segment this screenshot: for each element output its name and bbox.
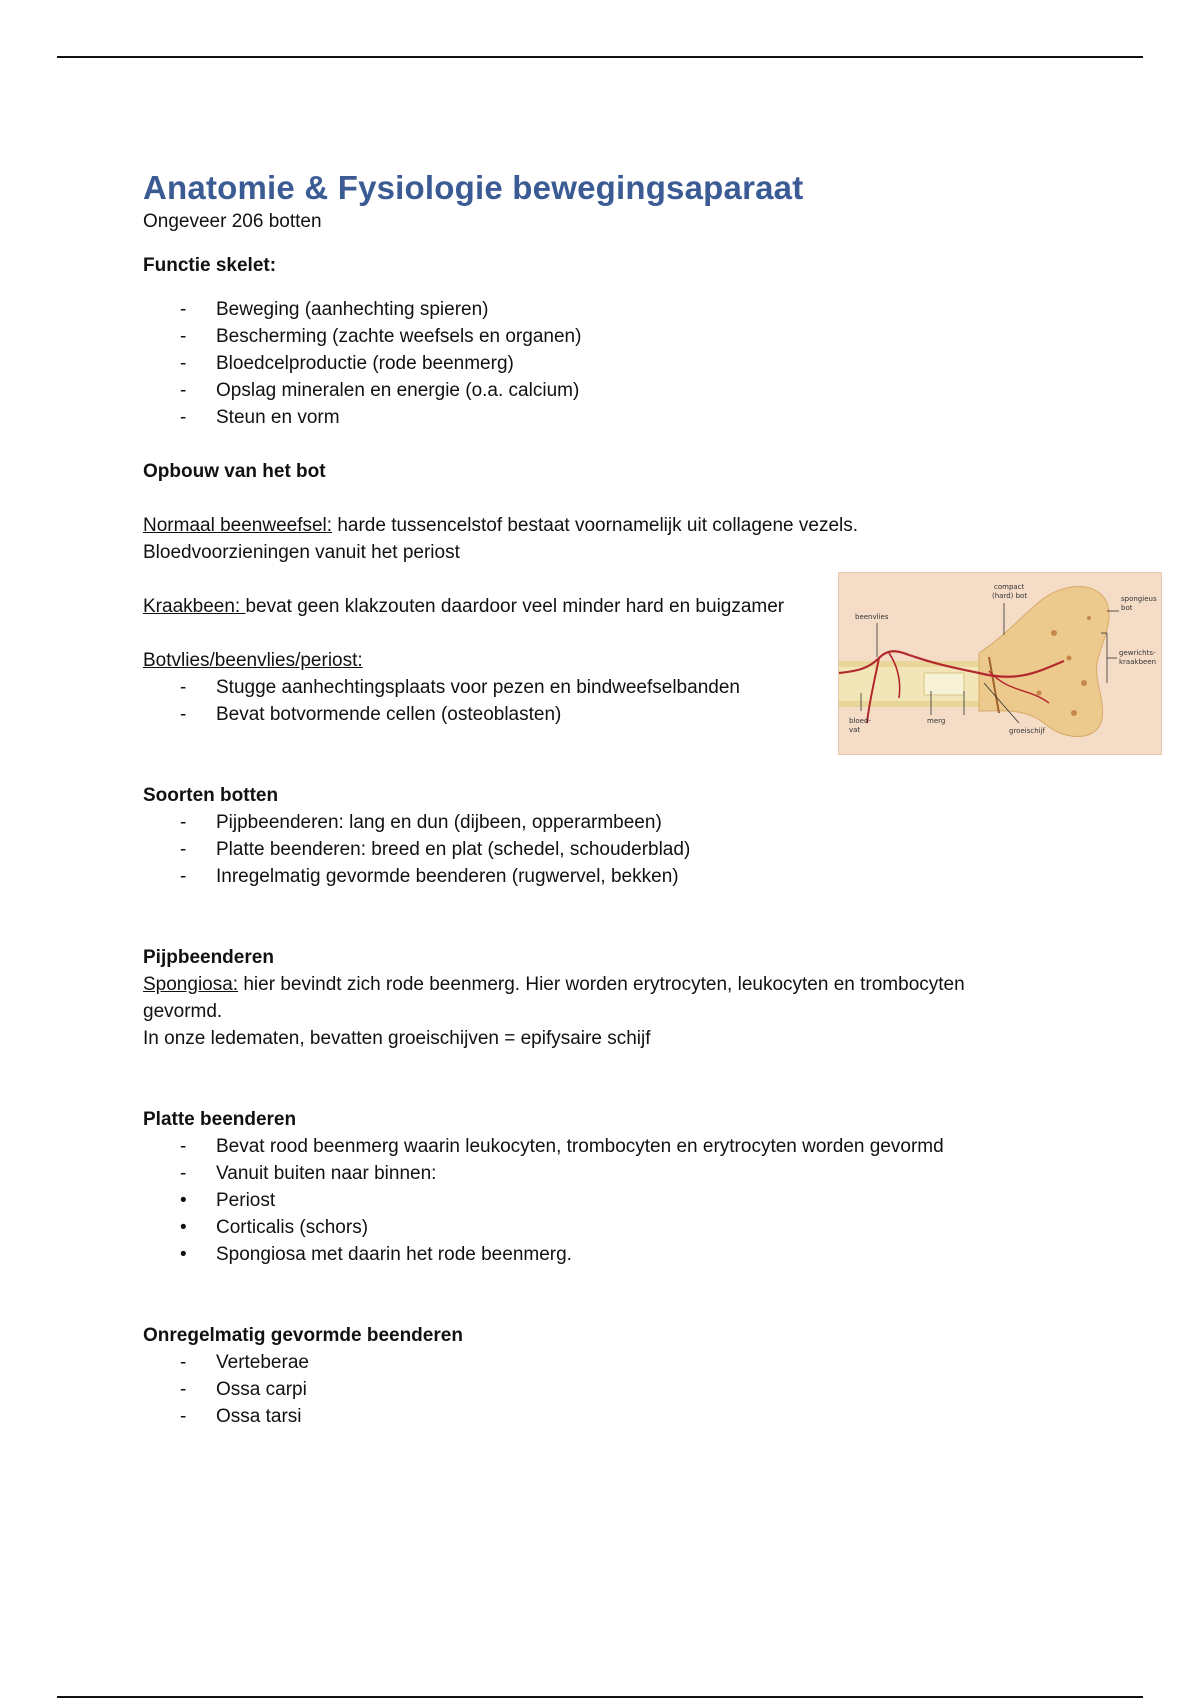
label-bloed: bloed- — [849, 717, 871, 725]
list-item: - Ossa carpi — [180, 1379, 307, 1400]
botvlies-label: Botvlies/beenvlies/periost: — [143, 650, 363, 671]
periosteum-band — [839, 661, 979, 667]
label-kraakbeen: kraakbeen — [1119, 658, 1157, 666]
label-gewrichts: gewrichts- — [1119, 649, 1156, 657]
list-item: - Verteberae — [180, 1352, 309, 1373]
opbouw-heading: Opbouw van het bot — [143, 461, 326, 482]
marrow — [924, 673, 964, 695]
onregel-heading: Onregelmatig gevormde beenderen — [143, 1325, 463, 1346]
list-item: • Corticalis (schors) — [180, 1217, 369, 1238]
onregel-list — [143, 1349, 1143, 1430]
bone-diagram — [838, 572, 1162, 755]
list-item: - Vanuit buiten naar binnen: — [180, 1163, 437, 1184]
label-compact: compact — [994, 583, 1025, 591]
label-groeischijf: groeischijf — [1009, 727, 1045, 735]
soorten-heading: Soorten botten — [143, 785, 279, 806]
list-item: - Bloedcelproductie (rode beenmerg) — [180, 353, 514, 374]
list-item: - Bescherming (zachte weefsels en organen) — [180, 326, 582, 347]
list-item: - Platte beenderen: breed en plat (schedel, schouderblad) — [180, 839, 691, 860]
functie-list — [143, 296, 1143, 431]
list-item: - Inregelmatig gevormde beenderen (rugwervel, bekken) — [180, 866, 679, 887]
functie-heading: Functie skelet: — [143, 255, 277, 276]
list-item: - Steun en vorm — [180, 407, 340, 428]
pijp-heading: Pijpbeenderen — [143, 947, 274, 968]
spongiosa-text: Spongiosa: hier bevindt zich rode beenmerg. Hier worden erytrocyten, leukocyten en trombocyten gevormd. — [143, 974, 965, 1022]
label-bot: bot — [1121, 604, 1133, 612]
label-vat: vat — [849, 726, 861, 734]
list-item: - Opslag mineralen en energie (o.a. calcium) — [180, 380, 580, 401]
list-item: - Bevat botvormende cellen (osteoblasten) — [180, 704, 562, 725]
list-item: • Spongiosa met daarin het rode beenmerg. — [180, 1244, 572, 1265]
subtitle: Ongeveer 206 botten — [143, 211, 322, 232]
label-hard-bot: (hard) bot — [992, 592, 1028, 600]
label-beenvlies: beenvlies — [855, 613, 889, 621]
list-item: - Stugge aanhechtingsplaats voor pezen en bindweefselbanden — [180, 677, 740, 698]
platte-list — [143, 1133, 1143, 1268]
ledematen-text: In onze ledematen, bevatten groeischijven = epifysaire schijf — [143, 1028, 651, 1049]
list-item: - Bevat rood beenmerg waarin leukocyten, trombocyten en erytrocyten worden gevormd — [180, 1136, 944, 1157]
header-rule — [57, 56, 1143, 58]
label-spongieus: spongieus — [1121, 595, 1157, 603]
list-item: - Beweging (aanhechting spieren) — [180, 299, 489, 320]
soorten-list — [143, 809, 1143, 890]
page-title: Anatomie & Fysiologie bewegingsaparaat — [143, 169, 804, 206]
bone-diagram-svg — [839, 573, 1161, 754]
list-item: - Ossa tarsi — [180, 1406, 302, 1427]
label-merg: merg — [927, 717, 946, 725]
kraakbeen: Kraakbeen: bevat geen klakzouten daardoor veel minder hard en buigzamer — [143, 596, 785, 617]
list-item: - Pijpbeenderen: lang en dun (dijbeen, opperarmbeen) — [180, 812, 662, 833]
platte-heading: Platte beenderen — [143, 1109, 297, 1130]
epiphysis — [979, 587, 1109, 737]
list-item: • Periost — [180, 1190, 276, 1211]
document-body — [143, 160, 1143, 1430]
bloedvoorziening: Bloedvoorzieningen vanuit het periost — [143, 542, 460, 563]
normaal-beenweefsel: Normaal beenweefsel: harde tussencelstof bestaat voornamelijk uit collagene vezels. — [143, 515, 859, 536]
footer-rule — [57, 1696, 1143, 1698]
